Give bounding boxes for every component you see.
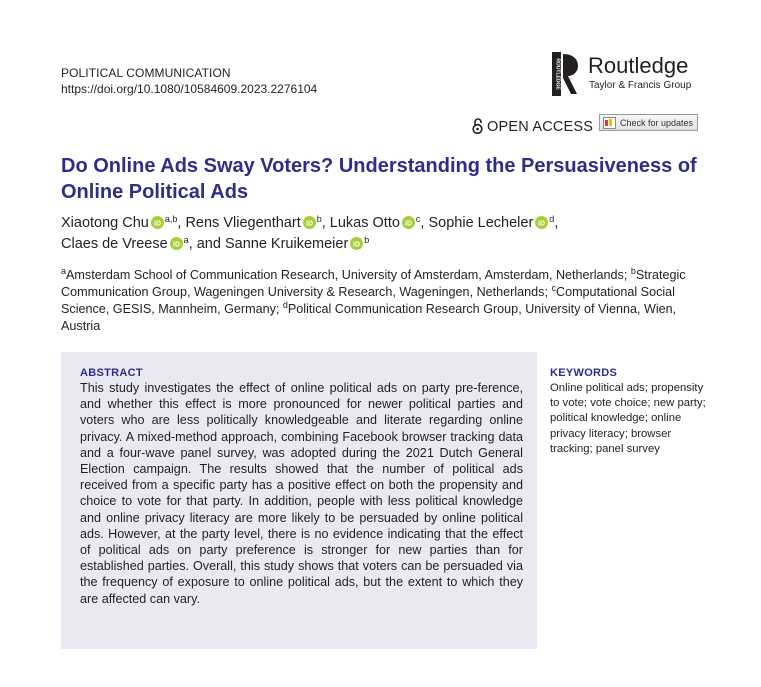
- author-name[interactable]: Claes de Vreese: [61, 236, 168, 252]
- author-separator: ,: [554, 215, 559, 231]
- author-entry: [225, 236, 369, 252]
- affiliations: [61, 267, 711, 335]
- abstract-box: [61, 352, 537, 649]
- abstract-heading: ABSTRACT: [80, 367, 143, 379]
- affiliation-text: Amsterdam School of Communication Research, University of Amsterdam, Amsterdam, Netherlands;: [66, 268, 631, 282]
- keywords-heading: KEYWORDS: [550, 367, 618, 379]
- author-list: [61, 213, 701, 255]
- svg-text:iD: iD: [538, 220, 546, 228]
- author-name[interactable]: Xiaotong Chu: [61, 215, 149, 231]
- orcid-icon[interactable]: [535, 216, 548, 229]
- author-name[interactable]: Sophie Lecheler: [428, 215, 534, 231]
- open-lock-icon: [472, 118, 483, 134]
- author-entry: [185, 215, 321, 231]
- open-access-label: [472, 118, 593, 135]
- affiliation-text: Strategic Communication Group, Wageningen University & Research, Wageningen, Netherlands;: [61, 268, 686, 299]
- author-separator: ,: [177, 215, 186, 231]
- check-updates-icon: [603, 117, 616, 129]
- abstract-text: This study investigates the effect of online political ads on party pre-ference, and whether this effect is more pronounced for newer political parties and voters who are less politically knowledgeable and literate regarding online privacy. A mixed-method approach, combining Facebook browser tracking data and a four-wave panel survey, was adopted during the 2021 Dutch General Election campaign. The results showed that the number of political ads received from a specific party has a positive effect on both the propensity and choice to vote for that party. In addition, people with less political knowledge and online privacy literacy are more likely to be persuaded by online political ads. However, at the party level, there is no evidence indicating that the effect of political ads on party preference is stronger for new parties than for established parties. Overall, this study shows that voters can be persuaded via the frequency of exposure to online political ads, but the extent to which they are affected can vary.: [80, 381, 523, 606]
- author-entry: [428, 215, 554, 231]
- keywords-section: [550, 367, 710, 457]
- svg-text:iD: iD: [353, 241, 361, 249]
- author-separator: ,: [321, 215, 330, 231]
- svg-text:iD: iD: [153, 220, 161, 228]
- journal-name: POLITICAL COMMUNICATION: [61, 66, 231, 80]
- keywords-text: Online political ads; propensity to vote; vote choice; new party; political knowledge; online privacy literacy; browser tracking; panel survey: [550, 382, 706, 455]
- check-for-updates-button[interactable]: [599, 114, 698, 131]
- author-affiliation-sup: b: [316, 214, 322, 224]
- routledge-mark-icon: [552, 52, 579, 96]
- affiliation-text: Political Communication Research Group, University of Vienna, Wien, Austria: [61, 302, 677, 333]
- orcid-icon[interactable]: [151, 216, 164, 229]
- author-entry: [61, 236, 189, 252]
- check-updates-label: Check for updates: [620, 118, 694, 128]
- author-affiliation-sup: a: [183, 235, 189, 245]
- author-separator: ,: [420, 215, 429, 231]
- svg-text:iD: iD: [172, 241, 180, 249]
- doi-link[interactable]: https://doi.org/10.1080/10584609.2023.2276104: [61, 82, 318, 96]
- author-entry: [61, 215, 177, 231]
- svg-text:iD: iD: [305, 220, 313, 228]
- author-separator: , and: [188, 236, 225, 252]
- author-affiliation-sup: b: [364, 235, 370, 245]
- orcid-icon[interactable]: [350, 237, 363, 250]
- publisher-mark-text: ROUTLEDGE: [554, 58, 561, 90]
- article-title: Do Online Ads Sway Voters? Understanding the Persuasiveness of Online Political Ads: [61, 155, 697, 203]
- author-name[interactable]: Sanne Kruikemeier: [224, 236, 349, 252]
- publisher-name: Routledge: [588, 53, 689, 78]
- affiliation-sup: d: [282, 300, 288, 310]
- publisher-group: Taylor & Francis Group: [589, 80, 692, 91]
- author-affiliation-sup: c: [415, 214, 421, 224]
- svg-text:iD: iD: [404, 220, 412, 228]
- author-entry: [330, 215, 421, 231]
- orcid-icon[interactable]: [303, 216, 316, 229]
- affiliation-sup: a: [61, 266, 67, 276]
- publisher-logo: [552, 52, 702, 98]
- author-affiliation-sup: d: [549, 214, 555, 224]
- affiliation-sup: c: [551, 283, 556, 293]
- author-name[interactable]: Rens Vliegenthart: [185, 215, 301, 231]
- affiliation-sup: b: [630, 266, 636, 276]
- orcid-icon[interactable]: [402, 216, 415, 229]
- orcid-icon[interactable]: [170, 237, 183, 250]
- author-affiliation-sup: a,b: [164, 214, 178, 224]
- open-access-text: OPEN ACCESS: [487, 119, 594, 135]
- author-name[interactable]: Lukas Otto: [329, 215, 400, 231]
- affiliation-text: Computational Social Science, GESIS, Mannheim, Germany;: [61, 285, 675, 316]
